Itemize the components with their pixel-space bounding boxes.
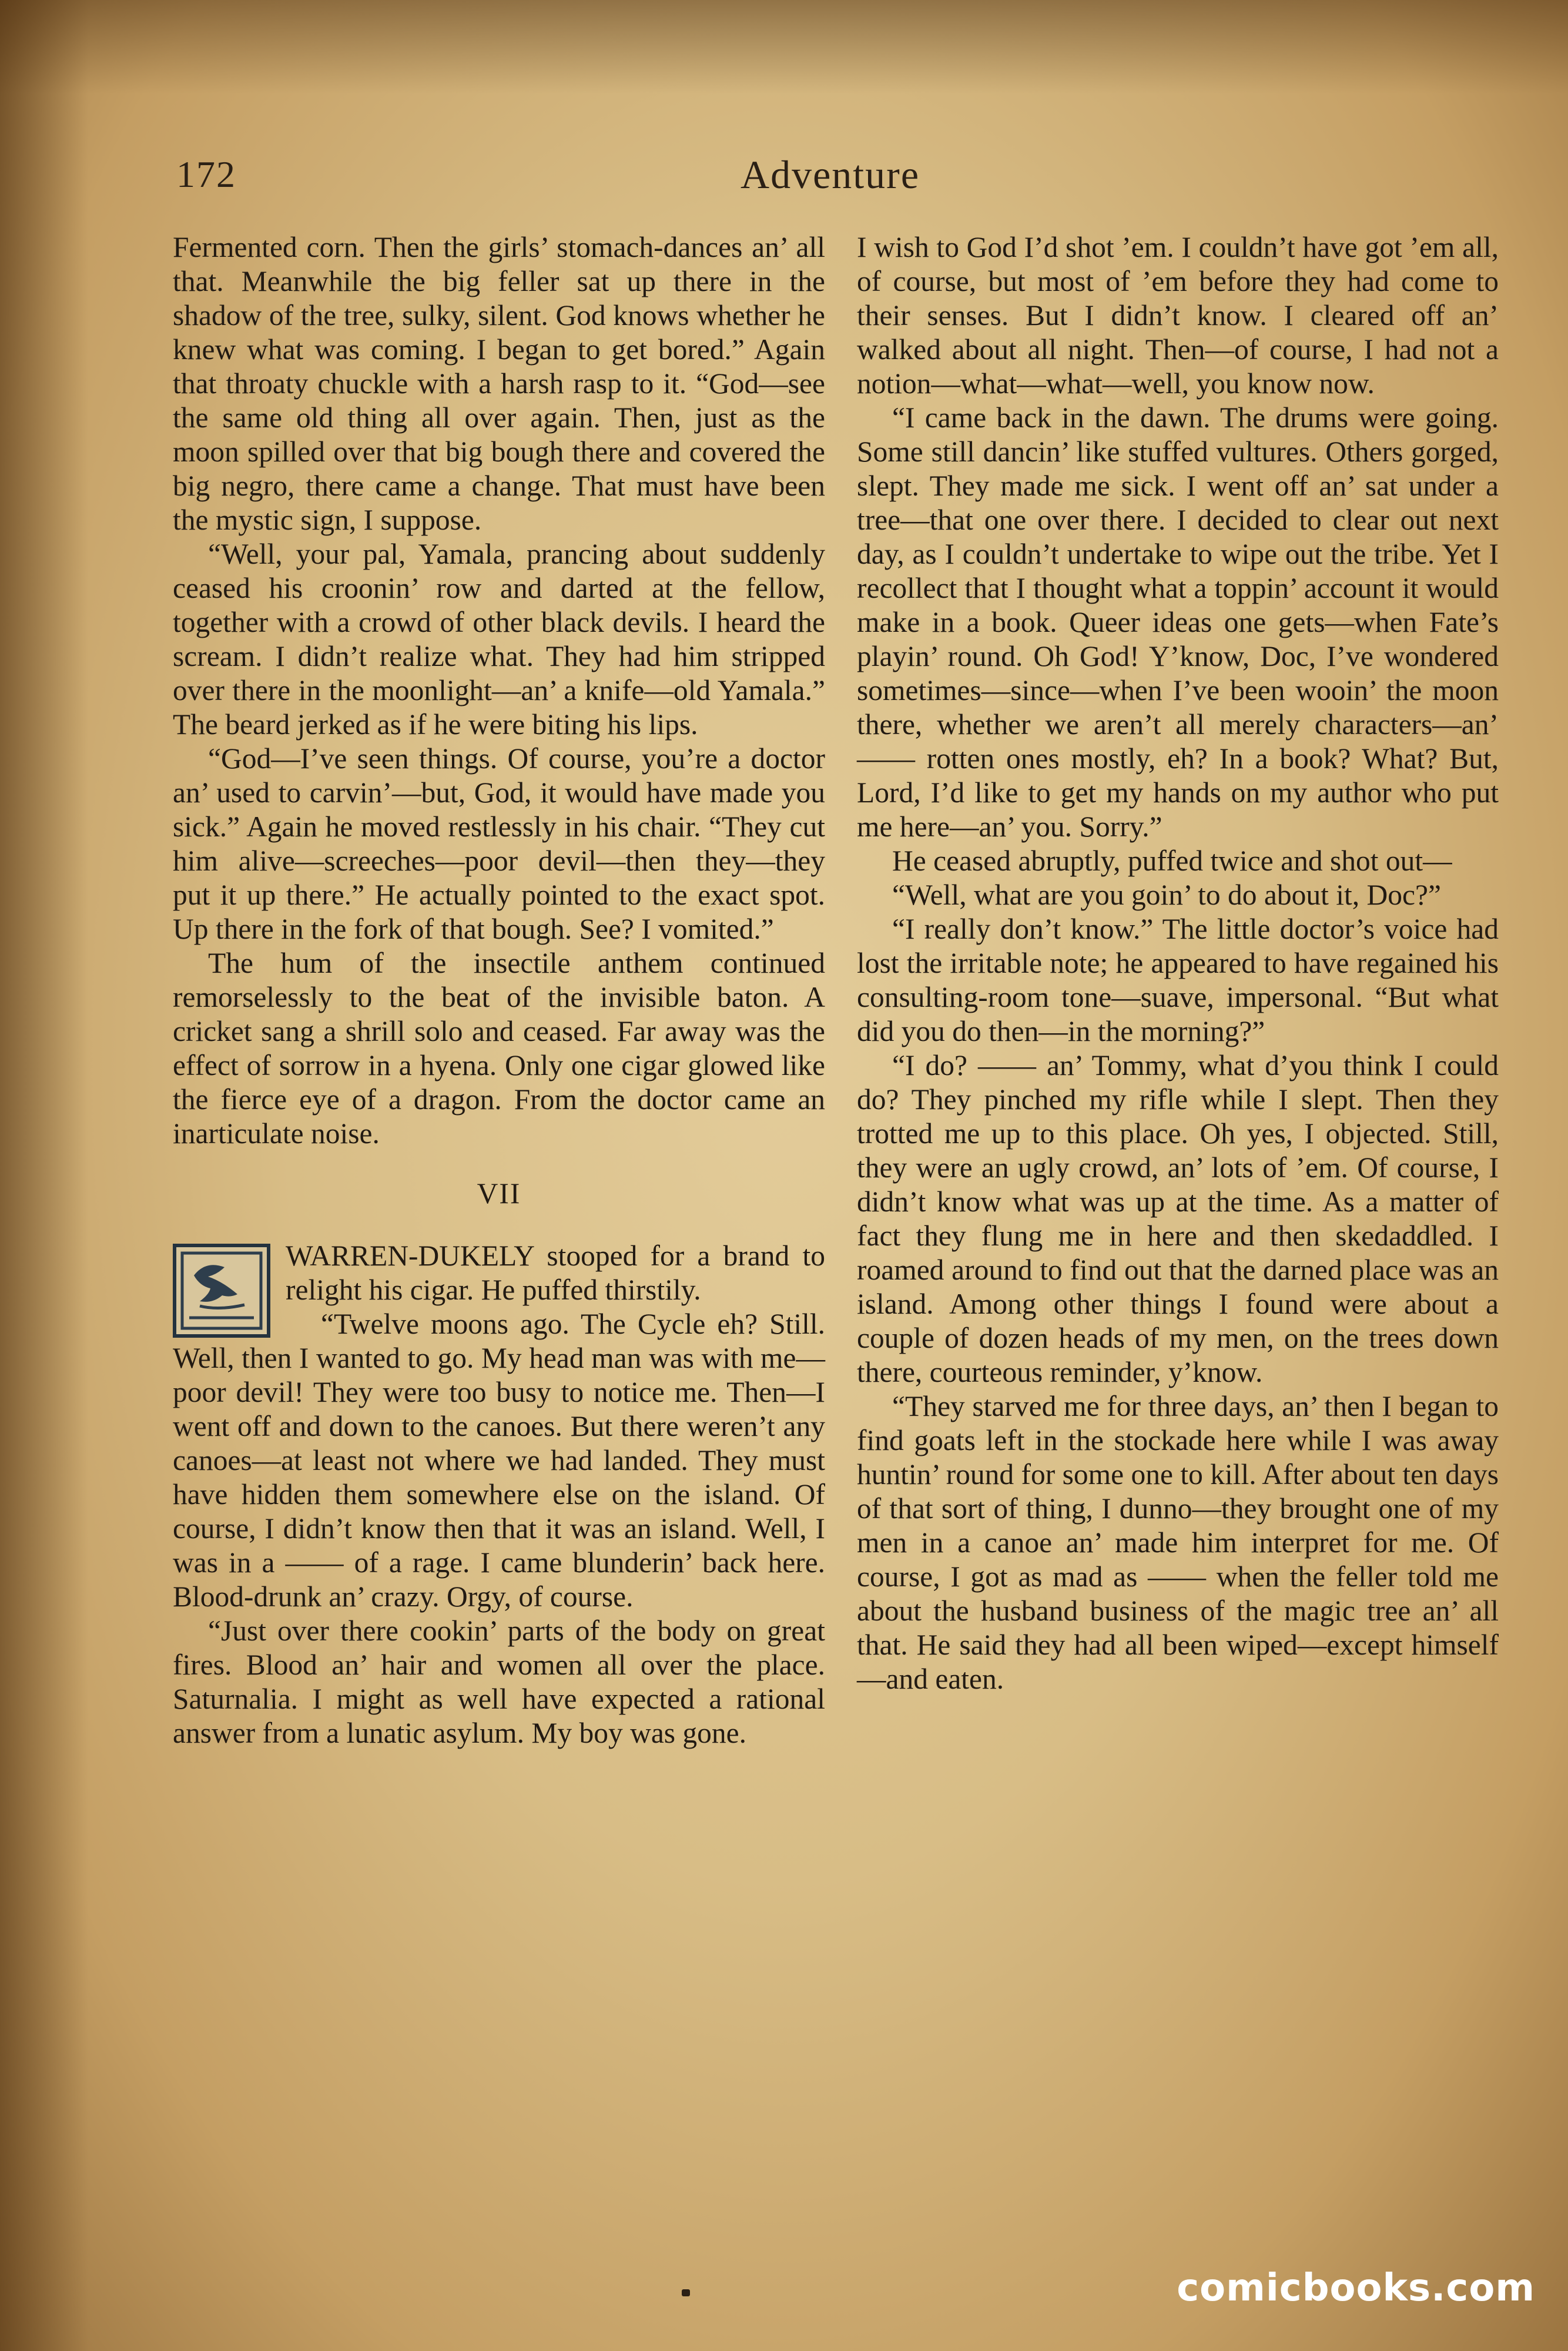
paragraph: “I do? —— an’ Tommy, what d’you think I could do? They pinched my rifle while I slept. Then they trotted me up to this place. Oh yes, I objected. Still, they were an ugly crowd, an’ lots of ’em. Of course, I didn’t know what was up at the time. As a matter of fact they flung me in here and then skedaddled. I roamed around to find out that the darned place was an island. Among other things I found were about a couple of dozen heads of my men, on the trees down there, courteous reminder, y’know.	[857, 1049, 1499, 1388]
paragraph: “Twelve moons ago. The Cycle eh? Still. Well, then I wanted to go. My head man was with me—poor devil! They were too busy to notice me. Then—I went off and down to the canoes. But there weren’t any canoes—at least not where we had landed. They must have hidden them somewhere else on the island. Of course, I didn’t know then that it was an island. Well, I was in a —— of a rage. I came blunderin’ back here. Blood-drunk an’ crazy. Orgy, of course.	[173, 1308, 825, 1613]
dropcap-paragraph-text: WARREN-DUKELY stooped for a brand to relight his cigar. He puffed thirstily.	[286, 1240, 825, 1306]
dropcap-paragraph	[173, 1239, 825, 1307]
ink-speck	[682, 2289, 690, 2296]
dropcap-ornament-icon	[173, 1244, 270, 1338]
paragraph: He ceased abruptly, puffed twice and shot out—	[892, 845, 1452, 877]
paragraph: “God—I’ve seen things. Of course, you’re a doctor an’ used to carvin’—but, God, it would have made you sick.” Again he moved restlessly in his chair. “They cut him alive—screeches—poor devil—then they—they put it up there.” He actually pointed to the exact spot. Up there in the fork of that bough. See? I vomited.”	[173, 742, 825, 945]
paragraph: “Well, what are you goin’ to do about it, Doc?”	[892, 879, 1441, 911]
top-edge-shadow	[0, 0, 1568, 94]
right-column	[857, 230, 1499, 1696]
page-header	[176, 147, 1328, 206]
watermark: comicbooks.com	[1177, 2266, 1535, 2310]
paragraph: “I came back in the dawn. The drums were going. Some still dancin’ like stuffed vultures. Others gorged, slept. They made me sick. I went off an’ sat under a tree—that one over there. I decided to clear out next day, as I couldn’t undertake to wipe out the tribe. Yet I recollect that I thought what a toppin’ account it would make in a book. Queer ideas one gets—when Fate’s playin’ round. Oh God! Y’know, Doc, I’ve wondered sometimes—since—when I’ve been wooin’ the moon there, whether we aren’t all merely characters—an’ —— rotten ones mostly, eh? In a book? What? But, Lord, I’d like to get my hands on my author who put me here—an’ you. Sorry.”	[857, 401, 1499, 843]
paragraph: “Just over there cookin’ parts of the body on great fires. Blood an’ hair and women all over the place. Saturnalia. I might as well have expected a rational answer from a lunatic asylum. My boy was gone.	[173, 1615, 825, 1749]
paragraph: The hum of the insectile anthem continued remorselessly to the beat of the invisible baton. A cricket sang a shrill solo and ceased. Far away was the effect of sorrow in a hyena. Only one cigar glowed like the fierce eye of a dragon. From the doctor came an inarticulate noise.	[173, 947, 825, 1150]
running-head: Adventure	[741, 152, 920, 197]
paragraph: “Well, your pal, Yamala, prancing about suddenly ceased his croonin’ row and darted at the fellow, together with a crowd of other black devils. I heard the scream. I didn’t realize what. They had him stripped over there in the moonlight—an’ a knife—old Yamala.” The beard jerked as if he were biting his lips.	[173, 538, 825, 741]
spine-shadow	[0, 0, 88, 2351]
paragraph: I wish to God I’d shot ’em. I couldn’t have got ’em all, of course, but most of ’em before they had come to their senses. But I didn’t know. I cleared off an’ walked about all night. Then—of course, I had not a notion—what—what—well, you know now.	[857, 231, 1499, 400]
paragraph: “I really don’t know.” The little doctor’s voice had lost the irritable note; he appeared to have regained his consulting-room tone—suave, impersonal. “But what did you do then—in the morning?”	[857, 913, 1499, 1047]
paragraph: Fermented corn. Then the girls’ stomach-dances an’ all that. Meanwhile the big feller sat up there in the shadow of the tree, sulky, silent. God knows whether he knew what was coming. I began to get bored.” Again that throaty chuckle with a harsh rasp to it. “God—see the same old thing all over again. Then, just as the moon spilled over that big bough there and covered the big negro, there came a change. That must have been the mystic sign, I suppose.	[173, 231, 825, 536]
section-number: VII	[477, 1177, 521, 1210]
page-number: 172	[176, 153, 236, 195]
left-column	[173, 230, 825, 1750]
paragraph: “They starved me for three days, an’ then I began to find goats left in the stockade here while I was away huntin’ round for some one to kill. After about ten days of that sort of thing, I dunno—they brought one of my men in a canoe an’ made him interpret for me. Of course, I got as mad as —— when the feller told me about the husband business of the magic tree an’ all that. He said they had all been wiped—except himself—and eaten.	[857, 1390, 1499, 1695]
